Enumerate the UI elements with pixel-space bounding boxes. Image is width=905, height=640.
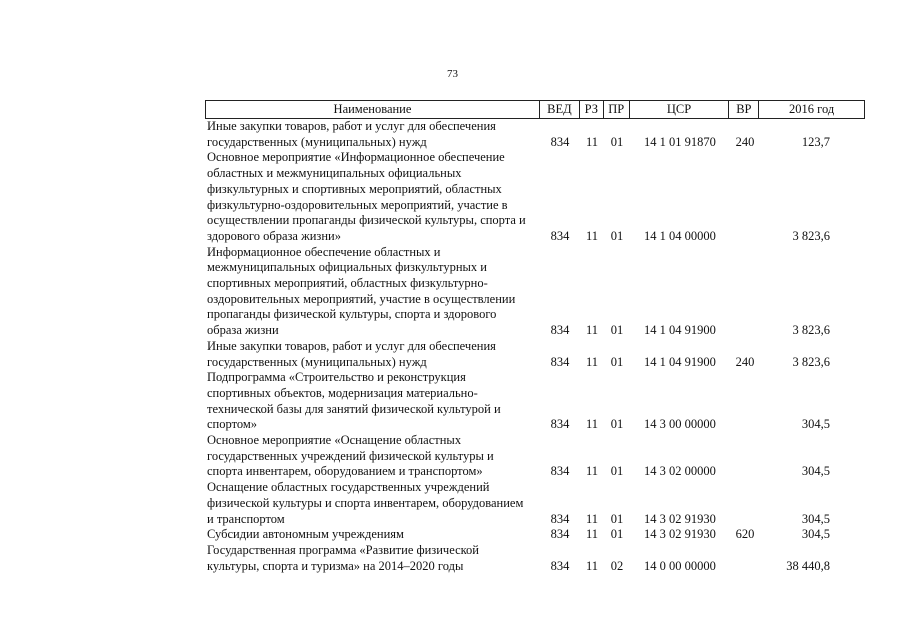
row-rz: 11 (585, 558, 599, 573)
row-name-line: государственных (муниципальных) нужд (207, 354, 427, 369)
table-body (205, 119, 865, 574)
table-row (205, 543, 865, 574)
row-name-line: физкультурных и спортивных мероприятий, областных (207, 181, 502, 196)
row-ved: 834 (550, 354, 570, 369)
row-pr: 01 (610, 417, 624, 432)
row-name-line: Основное мероприятие «Информационное обеспечение (207, 150, 505, 165)
row-name-line: Подпрограмма «Строительство и реконструкция (207, 370, 466, 385)
table-row (205, 119, 865, 150)
header-name: Наименование (206, 101, 540, 118)
row-name (205, 150, 540, 244)
row-name-line: физической культуры и спорта инвентарем, оборудованием (207, 495, 524, 510)
row-amount: 3 823,6 (792, 228, 830, 243)
header-rz: РЗ (580, 101, 604, 118)
budget-table (205, 100, 865, 574)
row-name-line: спортивных объектов, модернизация материально- (207, 385, 478, 400)
page-number: 73 (447, 68, 458, 80)
row-csr: 14 1 04 91900 (644, 323, 716, 338)
row-name (205, 119, 540, 150)
row-csr: 14 1 04 91900 (644, 354, 716, 369)
row-csr: 14 3 02 91930 (644, 511, 716, 526)
row-amount: 3 823,6 (792, 354, 830, 369)
table-row (205, 433, 865, 480)
row-amount: 304,5 (801, 417, 830, 432)
row-pr: 01 (610, 354, 624, 369)
row-rz: 11 (585, 511, 599, 526)
row-name (205, 543, 540, 574)
row-ved: 834 (550, 134, 570, 149)
row-pr: 01 (610, 464, 624, 479)
row-name-line: здорового образа жизни» (207, 228, 341, 243)
row-ved: 834 (550, 417, 570, 432)
row-name-line: Государственная программа «Развитие физической (207, 542, 479, 557)
row-name (205, 370, 540, 433)
row-csr: 14 1 04 00000 (644, 228, 716, 243)
row-name-line: Иные закупки товаров, работ и услуг для обеспечения (207, 119, 496, 133)
row-name-line: пропаганды физической культуры, спорта и здорового (207, 307, 497, 322)
row-csr: 14 3 00 00000 (644, 417, 716, 432)
row-name-line: Субсидии автономным учреждениям (207, 527, 404, 542)
table-row (205, 245, 865, 339)
row-name-line: областных и межмуниципальных официальных (207, 166, 462, 181)
row-name-line: физкультурно-оздоровительных мероприятий, участие в (207, 197, 508, 212)
row-csr: 14 3 02 91930 (644, 527, 716, 542)
row-csr: 14 1 01 91870 (644, 134, 716, 149)
row-name-line: Основное мероприятие «Оснащение областных (207, 433, 462, 448)
row-pr: 02 (610, 558, 624, 573)
row-vr: 620 (735, 527, 755, 542)
row-rz: 11 (585, 354, 599, 369)
row-vr: 240 (735, 134, 755, 149)
row-pr: 01 (610, 527, 624, 542)
row-rz: 11 (585, 134, 599, 149)
row-ved: 834 (550, 464, 570, 479)
row-name-line: спорта инвентарем, оборудованием и транспортом» (207, 464, 483, 479)
row-name (205, 245, 540, 339)
row-ved: 834 (550, 558, 570, 573)
table-row (205, 150, 865, 244)
row-name (205, 339, 540, 370)
row-name-line: образа жизни (207, 323, 279, 338)
row-pr: 01 (610, 134, 624, 149)
header-csr: ЦСР (630, 101, 730, 118)
row-name-line: государственных учреждений физической культуры и (207, 448, 494, 463)
row-pr: 01 (610, 228, 624, 243)
row-ved: 834 (550, 511, 570, 526)
row-name (205, 527, 540, 543)
row-name-line: Оснащение областных государственных учреждений (207, 480, 490, 495)
row-name-line: и транспортом (207, 511, 285, 526)
header-vr: ВР (729, 101, 759, 118)
row-rz: 11 (585, 464, 599, 479)
row-csr: 14 0 00 00000 (644, 558, 716, 573)
header-year: 2016 год (789, 102, 835, 116)
row-rz: 11 (585, 228, 599, 243)
row-amount: 304,5 (801, 527, 830, 542)
table-row (205, 339, 865, 370)
row-name-line: оздоровительных мероприятий, участие в осуществлении (207, 291, 516, 306)
row-name-line: межмуниципальных официальных физкультурных и (207, 260, 487, 275)
row-name-line: осуществлении пропаганды физической культуры, спорта и (207, 213, 526, 228)
row-amount: 38 440,8 (786, 558, 830, 573)
row-name-line: технической базы для занятий физической культурой и (207, 401, 501, 416)
table-row (205, 527, 865, 543)
row-rz: 11 (585, 417, 599, 432)
table-row (205, 480, 865, 527)
table-header (205, 100, 865, 119)
row-pr: 01 (610, 511, 624, 526)
row-name (205, 433, 540, 480)
row-ved: 834 (550, 228, 570, 243)
row-amount: 304,5 (801, 511, 830, 526)
row-name-line: государственных (муниципальных) нужд (207, 134, 427, 149)
row-ved: 834 (550, 527, 570, 542)
row-rz: 11 (585, 527, 599, 542)
row-amount: 123,7 (801, 134, 830, 149)
row-name-line: культуры, спорта и туризма» на 2014–2020 годы (207, 558, 464, 573)
row-csr: 14 3 02 00000 (644, 464, 716, 479)
row-name-line: Информационное обеспечение областных и (207, 244, 441, 259)
row-amount: 3 823,6 (792, 323, 830, 338)
row-pr: 01 (610, 323, 624, 338)
row-name-line: спортивных мероприятий, областных физкультурно- (207, 276, 488, 291)
row-name (205, 480, 540, 527)
row-vr: 240 (735, 354, 755, 369)
header-pr: ПР (604, 101, 630, 118)
row-name-line: Иные закупки товаров, работ и услуг для обеспечения (207, 338, 496, 353)
header-ved: ВЕД (540, 101, 580, 118)
row-rz: 11 (585, 323, 599, 338)
row-ved: 834 (550, 323, 570, 338)
row-name-line: спортом» (207, 417, 258, 432)
table-row (205, 370, 865, 433)
row-amount: 304,5 (801, 464, 830, 479)
